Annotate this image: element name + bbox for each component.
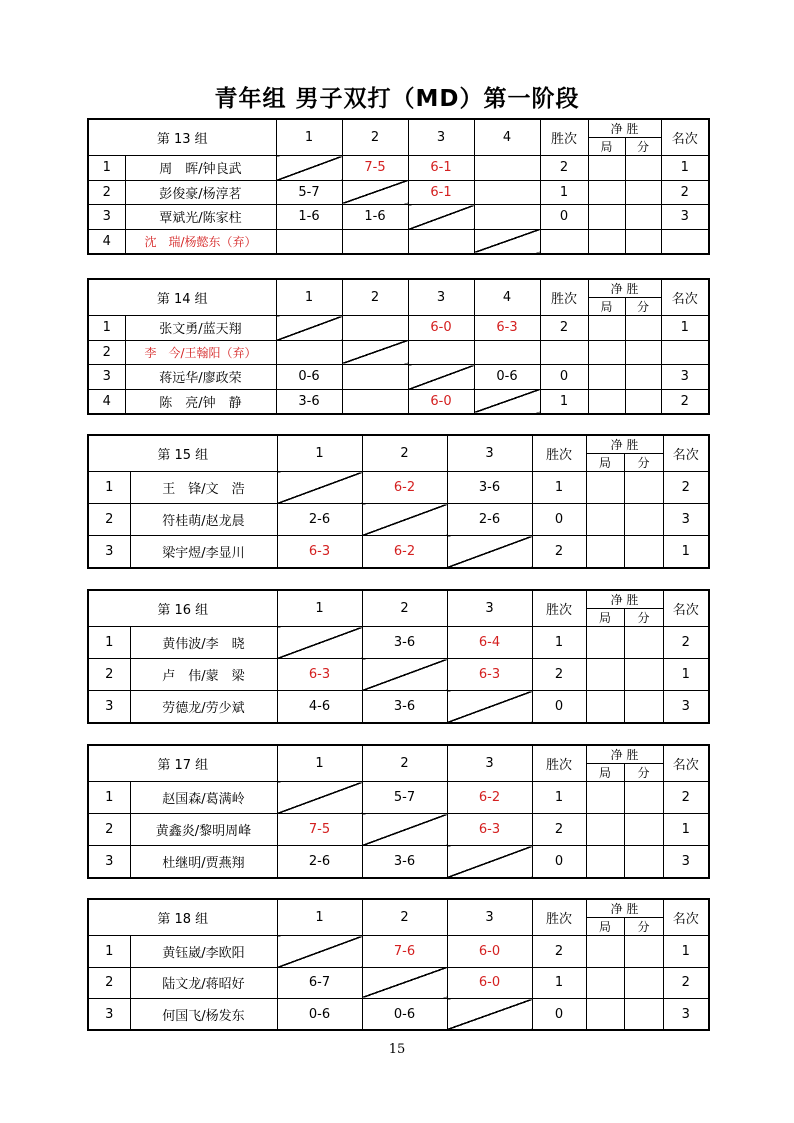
score-cell: 6-3	[277, 536, 362, 568]
net-games-cell	[586, 627, 624, 659]
diagonal-cell	[276, 316, 342, 341]
column-header: 3	[447, 435, 532, 472]
wins-header: 胜次	[532, 435, 586, 472]
group-table	[87, 589, 710, 724]
rank-cell: 1	[663, 536, 709, 568]
column-header: 3	[408, 279, 474, 316]
team-name: 劳德龙/劳少斌	[130, 691, 277, 723]
score-cell: 0-6	[277, 999, 362, 1031]
net-games-cell	[588, 316, 625, 341]
column-header: 2	[362, 590, 447, 627]
net-games-cell	[588, 229, 625, 254]
net-points-cell	[624, 627, 663, 659]
score-cell: 3-6	[362, 691, 447, 723]
games-header: 局	[588, 138, 625, 156]
net-points-cell	[625, 229, 661, 254]
score-cell: 6-3	[447, 659, 532, 691]
table-row	[88, 472, 709, 504]
team-name: 符桂萌/赵龙晨	[130, 504, 277, 536]
rank-cell: 2	[663, 627, 709, 659]
wins-cell: 0	[532, 691, 586, 723]
diagonal-cell	[408, 205, 474, 230]
net-games-cell	[588, 205, 625, 230]
games-header: 局	[586, 764, 624, 782]
rank-header: 名次	[663, 590, 709, 627]
net-games-cell	[588, 180, 625, 205]
net-points-cell	[624, 659, 663, 691]
rank-cell: 1	[663, 814, 709, 846]
column-header: 1	[277, 745, 362, 782]
row-number: 1	[88, 472, 130, 504]
score-cell: 3-6	[447, 472, 532, 504]
team-name: 卢 伟/蒙 梁	[130, 659, 277, 691]
diagonal-cell	[277, 472, 362, 504]
net-games-cell	[586, 536, 624, 568]
wins-cell: 2	[532, 936, 586, 968]
wins-cell: 0	[532, 999, 586, 1031]
wins-cell: 1	[540, 180, 588, 205]
rank-cell: 2	[663, 782, 709, 814]
score-cell: 5-7	[276, 180, 342, 205]
score-cell: 6-0	[408, 389, 474, 414]
net-games-cell	[588, 156, 625, 181]
score-cell: 6-3	[447, 814, 532, 846]
score-cell: 6-3	[474, 316, 540, 341]
row-number: 2	[88, 967, 130, 999]
score-cell	[408, 229, 474, 254]
team-name: 蒋远华/廖政荣	[125, 365, 276, 390]
net-header: 净 胜	[586, 435, 663, 454]
column-header: 3	[447, 899, 532, 936]
rank-cell: 3	[661, 365, 709, 390]
table-row	[88, 782, 709, 814]
diagonal-cell	[342, 180, 408, 205]
points-header: 分	[624, 454, 663, 472]
row-number: 1	[88, 782, 130, 814]
net-games-cell	[586, 936, 624, 968]
rank-cell: 3	[663, 999, 709, 1031]
table-row	[88, 814, 709, 846]
net-points-cell	[624, 936, 663, 968]
wins-header: 胜次	[540, 119, 588, 156]
diagonal-cell	[362, 814, 447, 846]
row-number: 1	[88, 156, 125, 181]
team-name: 梁宇煜/李显川	[130, 536, 277, 568]
diagonal-cell	[362, 659, 447, 691]
games-header: 局	[586, 609, 624, 627]
diagonal-cell	[474, 229, 540, 254]
table-row	[88, 536, 709, 568]
row-number: 1	[88, 627, 130, 659]
wins-cell	[540, 340, 588, 365]
net-points-cell	[624, 536, 663, 568]
table-row	[88, 205, 709, 230]
wins-cell	[540, 229, 588, 254]
score-cell	[342, 316, 408, 341]
row-number: 3	[88, 536, 130, 568]
team-name: 黄伟波/李 晓	[130, 627, 277, 659]
score-cell: 4-6	[277, 691, 362, 723]
net-games-cell	[586, 691, 624, 723]
rank-cell: 3	[663, 691, 709, 723]
net-points-cell	[624, 846, 663, 878]
row-number: 2	[88, 180, 125, 205]
team-name: 周 晖/钟良武	[125, 156, 276, 181]
wins-cell: 2	[532, 814, 586, 846]
net-points-cell	[625, 205, 661, 230]
column-header: 1	[277, 590, 362, 627]
diagonal-cell	[474, 389, 540, 414]
wins-cell: 1	[532, 627, 586, 659]
table-row	[88, 627, 709, 659]
net-games-cell	[586, 659, 624, 691]
score-cell: 6-0	[408, 316, 474, 341]
net-points-cell	[625, 340, 661, 365]
score-cell: 2-6	[277, 504, 362, 536]
diagonal-cell	[447, 536, 532, 568]
score-cell	[474, 340, 540, 365]
score-cell	[342, 365, 408, 390]
wins-cell: 0	[540, 365, 588, 390]
net-points-cell	[625, 365, 661, 390]
wins-cell: 2	[532, 659, 586, 691]
diagonal-cell	[277, 627, 362, 659]
team-name: 覃斌光/陈家柱	[125, 205, 276, 230]
team-name: 沈 瑞/杨懿东（弃）	[125, 229, 276, 254]
rank-cell: 2	[663, 967, 709, 999]
row-number: 3	[88, 999, 130, 1031]
rank-cell	[661, 229, 709, 254]
group-table	[87, 898, 710, 1031]
diagonal-cell	[277, 936, 362, 968]
wins-cell: 1	[532, 472, 586, 504]
score-cell	[276, 340, 342, 365]
table-row	[88, 316, 709, 341]
team-name: 王 锋/文 浩	[130, 472, 277, 504]
column-header: 1	[277, 899, 362, 936]
table-row	[88, 156, 709, 181]
team-name: 张文勇/蓝天翔	[125, 316, 276, 341]
row-number: 2	[88, 814, 130, 846]
team-name: 李 今/王翰阳（弃）	[125, 340, 276, 365]
group-name: 第 15 组	[88, 435, 277, 472]
score-cell: 3-6	[362, 627, 447, 659]
team-name: 黄钰崴/李欧阳	[130, 936, 277, 968]
column-header: 4	[474, 119, 540, 156]
diagonal-cell	[408, 365, 474, 390]
rank-header: 名次	[663, 435, 709, 472]
rank-cell: 1	[663, 936, 709, 968]
score-cell: 1-6	[276, 205, 342, 230]
wins-header: 胜次	[532, 899, 586, 936]
rank-cell: 1	[663, 659, 709, 691]
net-points-cell	[624, 814, 663, 846]
score-cell: 6-4	[447, 627, 532, 659]
row-number: 4	[88, 389, 125, 414]
wins-cell: 2	[540, 156, 588, 181]
rank-cell: 1	[661, 156, 709, 181]
score-cell	[474, 205, 540, 230]
net-header: 净 胜	[586, 590, 663, 609]
score-cell: 6-3	[277, 659, 362, 691]
team-name: 彭俊豪/杨淳茗	[125, 180, 276, 205]
rank-cell: 2	[661, 389, 709, 414]
row-number: 2	[88, 504, 130, 536]
net-games-cell	[588, 389, 625, 414]
score-cell: 0-6	[474, 365, 540, 390]
rank-header: 名次	[661, 119, 709, 156]
wins-header: 胜次	[532, 590, 586, 627]
score-cell: 6-2	[362, 536, 447, 568]
rank-header: 名次	[661, 279, 709, 316]
net-points-cell	[624, 472, 663, 504]
wins-header: 胜次	[540, 279, 588, 316]
table-row	[88, 999, 709, 1031]
wins-cell: 2	[532, 536, 586, 568]
team-name: 黄鑫炎/黎明周峰	[130, 814, 277, 846]
score-cell: 6-7	[277, 967, 362, 999]
column-header: 2	[362, 435, 447, 472]
group-table	[87, 278, 710, 415]
points-header: 分	[624, 609, 663, 627]
net-games-cell	[586, 472, 624, 504]
score-cell	[474, 180, 540, 205]
net-games-cell	[586, 504, 624, 536]
score-cell: 6-0	[447, 936, 532, 968]
net-points-cell	[625, 180, 661, 205]
group-table	[87, 744, 710, 879]
wins-cell: 0	[540, 205, 588, 230]
rank-header: 名次	[663, 899, 709, 936]
wins-header: 胜次	[532, 745, 586, 782]
table-row	[88, 229, 709, 254]
column-header: 2	[362, 745, 447, 782]
score-cell: 0-6	[362, 999, 447, 1031]
net-games-cell	[586, 999, 624, 1031]
points-header: 分	[625, 298, 661, 316]
net-points-cell	[624, 967, 663, 999]
wins-cell: 2	[540, 316, 588, 341]
team-name: 赵国森/葛满岭	[130, 782, 277, 814]
diagonal-cell	[362, 504, 447, 536]
score-cell: 0-6	[276, 365, 342, 390]
group-name: 第 16 组	[88, 590, 277, 627]
diagonal-cell	[362, 967, 447, 999]
wins-cell: 0	[532, 846, 586, 878]
score-cell: 6-0	[447, 967, 532, 999]
score-cell: 7-6	[362, 936, 447, 968]
wins-cell: 0	[532, 504, 586, 536]
points-header: 分	[624, 764, 663, 782]
score-cell	[408, 340, 474, 365]
score-cell: 7-5	[277, 814, 362, 846]
score-cell	[276, 229, 342, 254]
group-name: 第 14 组	[88, 279, 276, 316]
group-table	[87, 118, 710, 255]
page-number: 15	[388, 1042, 406, 1057]
wins-cell: 1	[532, 967, 586, 999]
table-row	[88, 340, 709, 365]
points-header: 分	[625, 138, 661, 156]
net-games-cell	[586, 814, 624, 846]
column-header: 2	[342, 119, 408, 156]
score-cell: 3-6	[276, 389, 342, 414]
net-header: 净 胜	[586, 899, 663, 918]
net-games-cell	[588, 340, 625, 365]
net-points-cell	[625, 316, 661, 341]
net-points-cell	[624, 999, 663, 1031]
net-header: 净 胜	[588, 119, 661, 138]
page-title: 青年组 男子双打（MD）第一阶段	[214, 86, 580, 112]
team-name: 何国飞/杨发东	[130, 999, 277, 1031]
net-points-cell	[624, 504, 663, 536]
wins-cell: 1	[532, 782, 586, 814]
net-points-cell	[624, 782, 663, 814]
table-row	[88, 504, 709, 536]
games-header: 局	[586, 918, 624, 936]
score-cell: 1-6	[342, 205, 408, 230]
score-cell: 3-6	[362, 846, 447, 878]
table-row	[88, 659, 709, 691]
row-number: 1	[88, 936, 130, 968]
score-cell: 2-6	[277, 846, 362, 878]
rank-cell: 3	[661, 205, 709, 230]
diagonal-cell	[342, 340, 408, 365]
table-row	[88, 365, 709, 390]
column-header: 3	[447, 590, 532, 627]
points-header: 分	[624, 918, 663, 936]
score-cell	[342, 389, 408, 414]
row-number: 3	[88, 846, 130, 878]
column-header: 1	[276, 279, 342, 316]
games-header: 局	[588, 298, 625, 316]
score-cell: 7-5	[342, 156, 408, 181]
column-header: 2	[342, 279, 408, 316]
table-row	[88, 936, 709, 968]
score-cell	[474, 156, 540, 181]
score-cell: 6-1	[408, 180, 474, 205]
group-table	[87, 434, 710, 569]
row-number: 2	[88, 659, 130, 691]
score-cell: 6-1	[408, 156, 474, 181]
team-name: 陈 亮/钟 静	[125, 389, 276, 414]
column-header: 1	[276, 119, 342, 156]
net-points-cell	[625, 389, 661, 414]
diagonal-cell	[276, 156, 342, 181]
group-name: 第 17 组	[88, 745, 277, 782]
score-cell	[342, 229, 408, 254]
score-cell: 5-7	[362, 782, 447, 814]
table-row	[88, 691, 709, 723]
wins-cell: 1	[540, 389, 588, 414]
rank-cell: 3	[663, 504, 709, 536]
table-row	[88, 180, 709, 205]
column-header: 4	[474, 279, 540, 316]
column-header: 3	[447, 745, 532, 782]
net-points-cell	[625, 156, 661, 181]
score-cell: 2-6	[447, 504, 532, 536]
rank-cell: 2	[661, 180, 709, 205]
net-games-cell	[586, 782, 624, 814]
table-row	[88, 846, 709, 878]
net-header: 净 胜	[586, 745, 663, 764]
team-name: 杜继明/贾燕翔	[130, 846, 277, 878]
table-row	[88, 389, 709, 414]
rank-cell: 2	[663, 472, 709, 504]
column-header: 3	[408, 119, 474, 156]
row-number: 4	[88, 229, 125, 254]
net-games-cell	[588, 365, 625, 390]
row-number: 1	[88, 316, 125, 341]
column-header: 2	[362, 899, 447, 936]
net-games-cell	[586, 967, 624, 999]
column-header: 1	[277, 435, 362, 472]
score-cell: 6-2	[362, 472, 447, 504]
rank-header: 名次	[663, 745, 709, 782]
net-header: 净 胜	[588, 279, 661, 298]
row-number: 3	[88, 205, 125, 230]
diagonal-cell	[277, 782, 362, 814]
score-cell: 6-2	[447, 782, 532, 814]
games-header: 局	[586, 454, 624, 472]
net-games-cell	[586, 846, 624, 878]
rank-cell	[661, 340, 709, 365]
diagonal-cell	[447, 691, 532, 723]
group-name: 第 13 组	[88, 119, 276, 156]
row-number: 3	[88, 691, 130, 723]
diagonal-cell	[447, 846, 532, 878]
net-points-cell	[624, 691, 663, 723]
group-name: 第 18 组	[88, 899, 277, 936]
team-name: 陆文龙/蒋昭好	[130, 967, 277, 999]
rank-cell: 3	[663, 846, 709, 878]
row-number: 3	[88, 365, 125, 390]
diagonal-cell	[447, 999, 532, 1031]
rank-cell: 1	[661, 316, 709, 341]
table-row	[88, 967, 709, 999]
row-number: 2	[88, 340, 125, 365]
